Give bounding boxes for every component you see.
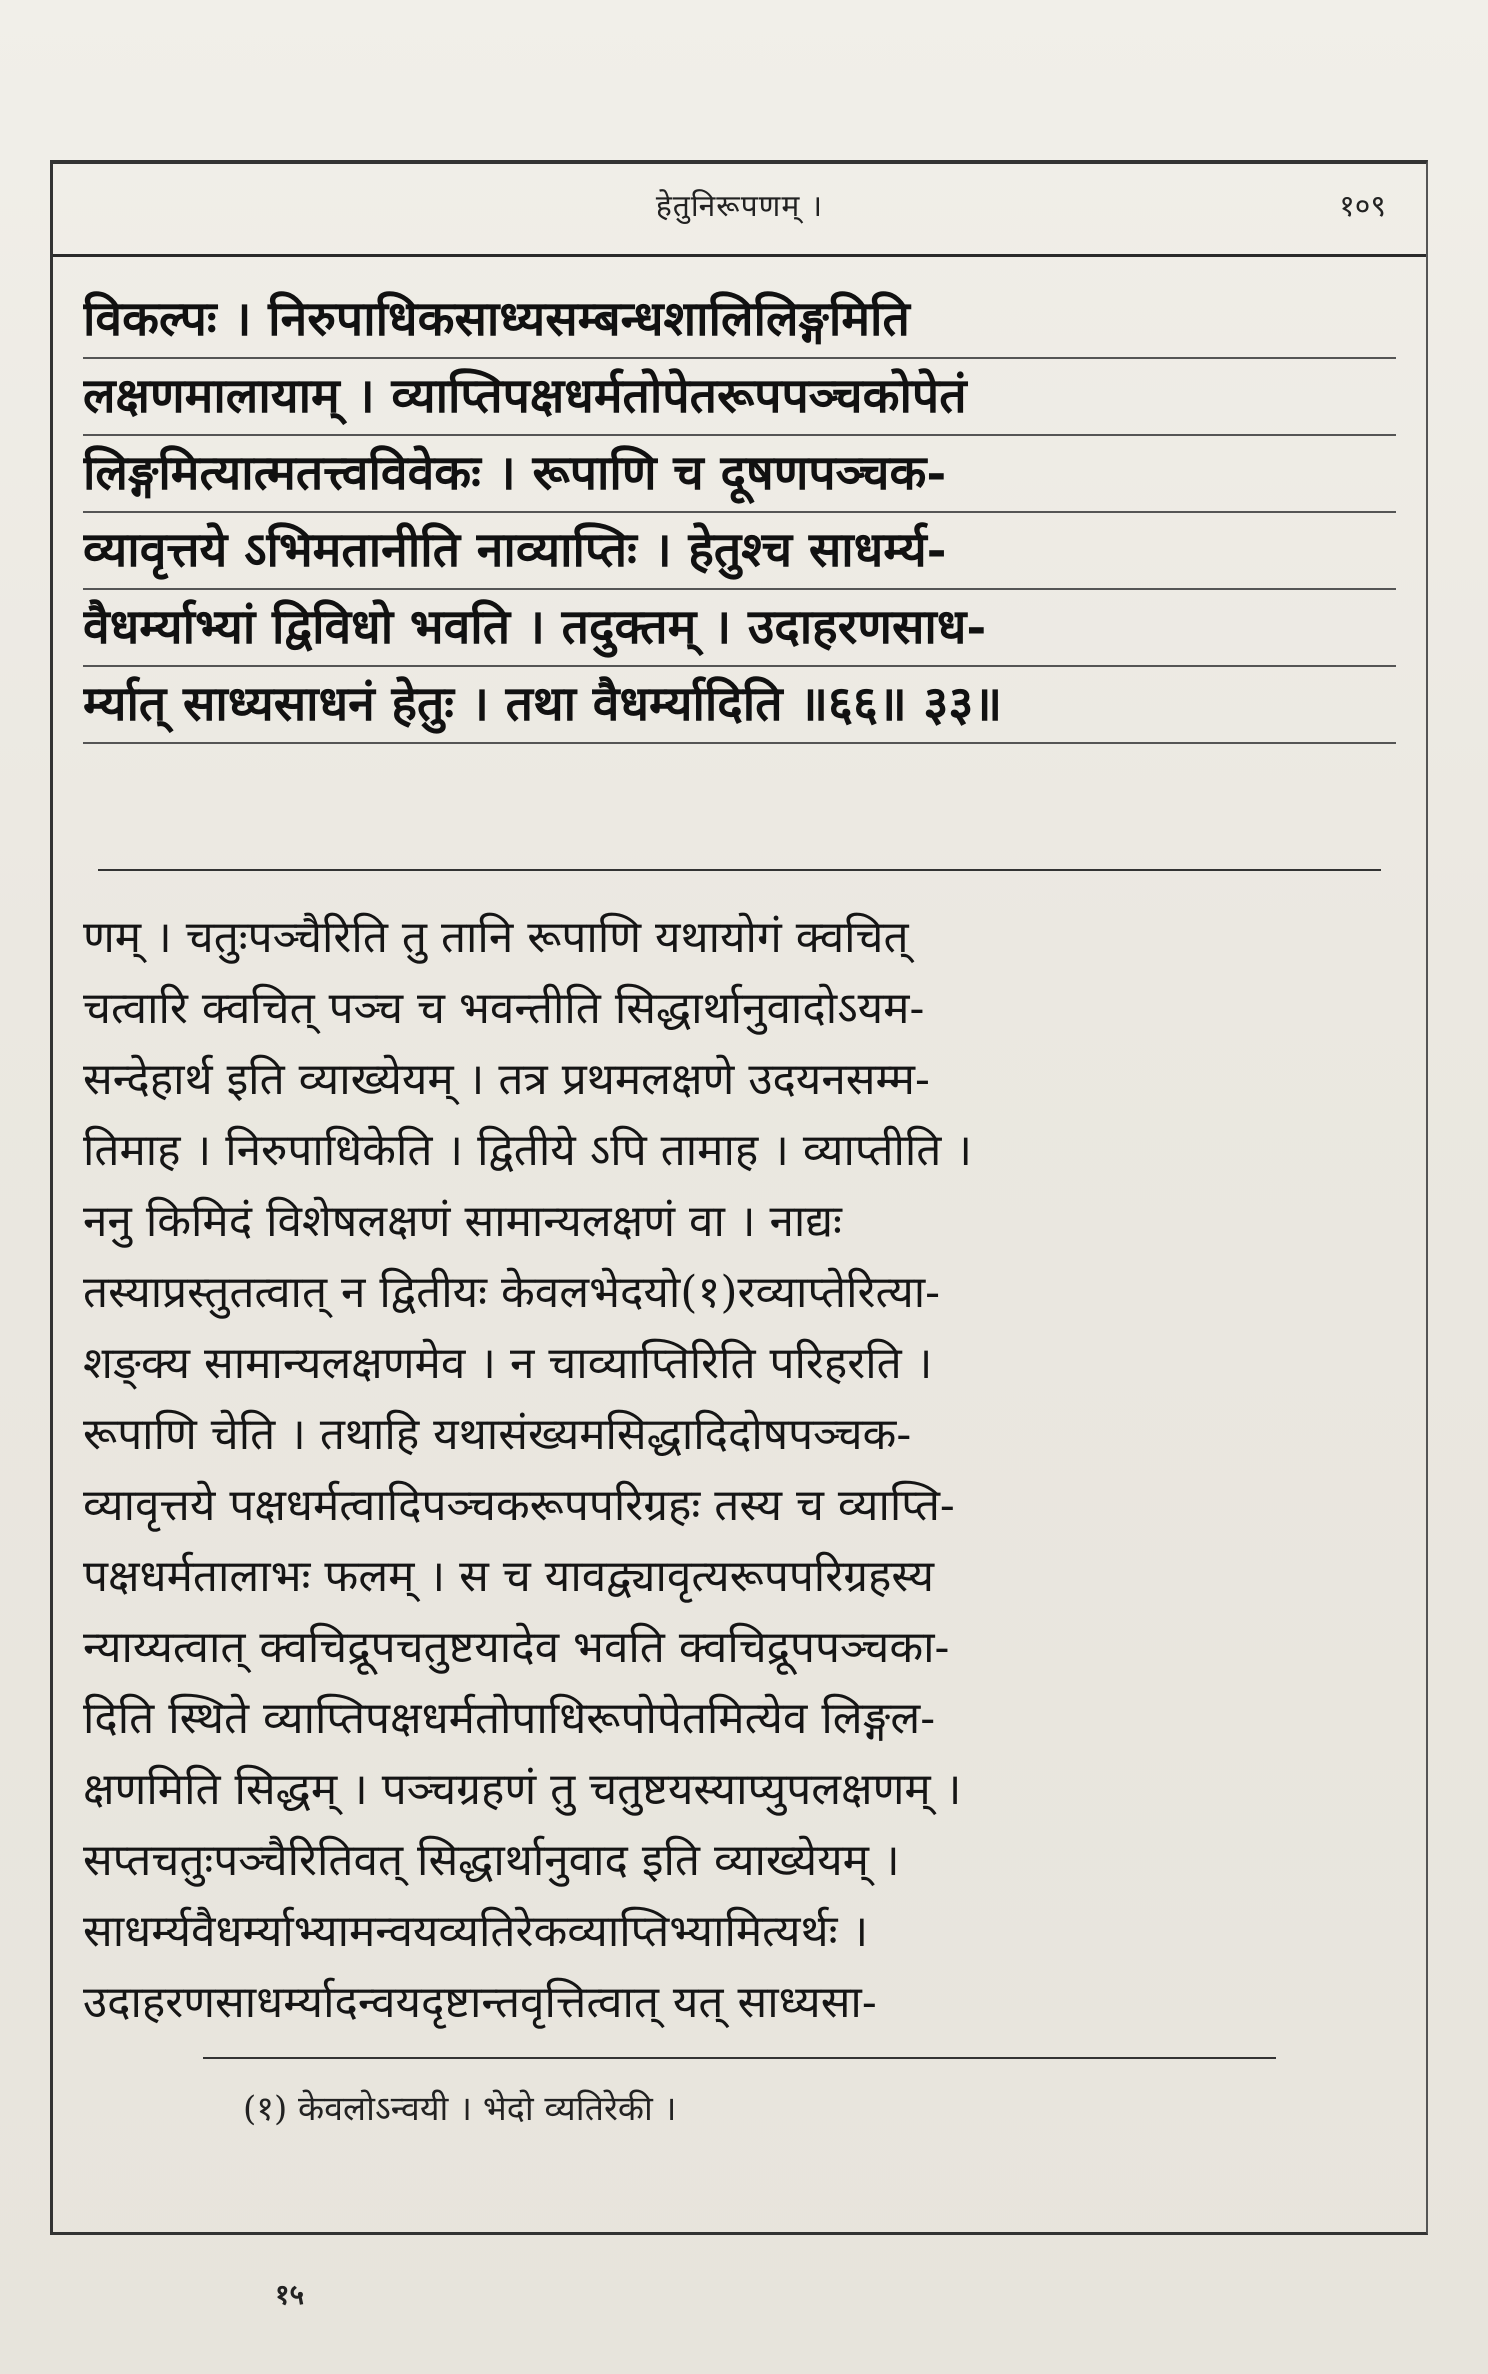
commentary-text-block: [83, 902, 1396, 2038]
commentary-line: सन्देहार्थ इति व्याख्येयम् । तत्र प्रथमलक्षणे उदयनसम्म-: [83, 1054, 930, 1105]
mula-line: वैधर्म्याभ्यां द्विविधो भवति । तदुक्तम् । उदाहरणसाध-: [83, 590, 1396, 667]
signature-mark: १५: [275, 2278, 305, 2311]
commentary-line: तिमाह । निरुपाधिकेति । द्वितीये ऽपि तामाह । व्याप्तीति ।: [83, 1125, 973, 1176]
mula-line: विकल्पः । निरुपाधिकसाध्यसम्बन्धशालिलिङ्गमिति: [83, 282, 1396, 359]
page-number: १०९: [1339, 189, 1386, 224]
commentary-line: सप्तचतुःपञ्चैरितिवत् सिद्धार्थानुवाद इति व्याख्येयम् ।: [83, 1835, 900, 1886]
mula-line: व्यावृत्तये ऽभिमतानीति नाव्याप्तिः । हेतुश्च साधर्म्य-: [83, 513, 1396, 590]
header-rule: [53, 254, 1426, 257]
mula-line: लिङ्गमित्यात्मतत्त्वविवेकः । रूपाणि च दूषणपञ्चक-: [83, 436, 1396, 513]
commentary-line: तस्याप्रस्तुतत्वात् न द्वितीयः केवलभेदयो(१)रव्याप्तेरित्या-: [83, 1267, 941, 1318]
commentary-line: पक्षधर्मतालाभः फलम् । स च यावद्व्यावृत्यरूपपरिग्रहस्य: [83, 1551, 935, 1602]
commentary-line: क्षणमिति सिद्धम् । पञ्चग्रहणं तु चतुष्टयस्याप्युपलक्षणम् ।: [83, 1764, 962, 1815]
running-title: हेतुनिरूपणम् ।: [655, 189, 824, 224]
commentary-line: दिति स्थिते व्याप्तिपक्षधर्मतोपाधिरूपोपेतमित्येव लिङ्गल-: [83, 1693, 936, 1744]
footnote: (१) केवलोऽन्वयी । भेदो व्यतिरेकी ।: [243, 2089, 677, 2129]
commentary-line: चत्वारि क्वचित् पञ्च च भवन्तीति सिद्धार्थानुवादोऽयम-: [83, 983, 925, 1034]
mula-line: र्म्यात् साध्यसाधनं हेतुः । तथा वैधर्म्यादिति ॥६६॥ ३३॥: [83, 667, 1396, 744]
commentary-line: साधर्म्यवैधर्म्याभ्यामन्वयव्यतिरेकव्याप्तिभ्यामित्यर्थः ।: [83, 1906, 869, 1957]
commentary-line: उदाहरणसाधर्म्यादन्वयदृष्टान्तवृत्तित्वात् यत् साध्यसा-: [83, 1977, 877, 2028]
commentary-line: न्याय्यत्वात् क्वचिद्रूपचतुष्टयादेव भवति क्वचिद्रूपपञ्चका-: [83, 1622, 950, 1673]
commentary-line: व्यावृत्तये पक्षधर्मत्वादिपञ्चकरूपपरिग्रहः तस्य च व्याप्ति-: [83, 1480, 955, 1531]
mula-line: लक्षणमालायाम् । व्याप्तिपक्षधर्मतोपेतरूपपञ्चकोपेतं: [83, 359, 1396, 436]
page-header: [53, 184, 1426, 234]
page-frame: [50, 160, 1428, 2235]
footnote-rule: [203, 2057, 1276, 2059]
section-divider: [98, 869, 1381, 871]
commentary-line: णम् । चतुःपञ्चैरिति तु तानि रूपाणि यथायोगं क्वचित्: [83, 912, 909, 963]
mula-text-block: [83, 282, 1396, 744]
commentary-line: रूपाणि चेति । तथाहि यथासंख्यमसिद्धादिदोषपञ्चक-: [83, 1409, 912, 1460]
commentary-line: ननु किमिदं विशेषलक्षणं सामान्यलक्षणं वा । नाद्यः: [83, 1196, 842, 1247]
commentary-line: शङ्क्य सामान्यलक्षणमेव । न चाव्याप्तिरिति परिहरति ।: [83, 1338, 933, 1389]
